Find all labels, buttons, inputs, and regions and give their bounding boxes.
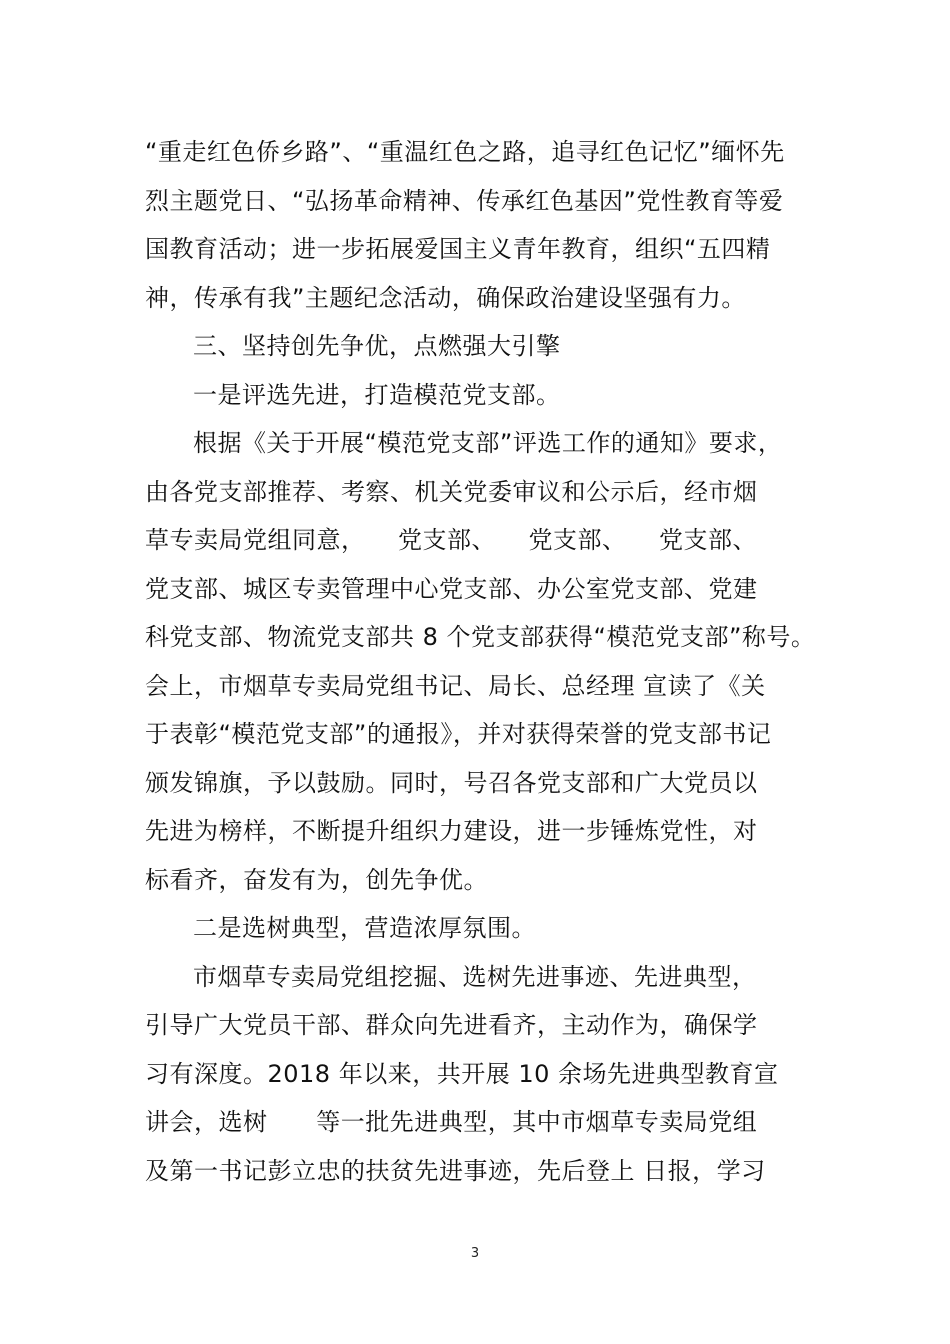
text-line: 标看齐，奋发有为，创先争优。	[145, 865, 488, 894]
text-line: 及第一书记彭立忠的扶贫先进事迹，先后登上 日报，学习	[145, 1156, 766, 1185]
section-heading: 三、坚持创先争优，点燃强大引擎	[193, 332, 561, 360]
text-line: 引导广大党员干部、群众向先进看齐，主动作为，确保学	[145, 1011, 758, 1039]
subsection-heading: 二是选树典型，营造浓厚氛围。	[193, 914, 536, 942]
text-line: 颁发锦旗，予以鼓励。同时，号召各党支部和广大党员以	[145, 768, 758, 797]
text-line: 草专卖局党组同意， 党支部、 党支部、 党支部、	[145, 526, 758, 554]
subsection-heading: 一是评选先进，打造模范党支部。	[193, 380, 561, 409]
text-line: “重走红色侨乡路”、“重温红色之路，追寻红色记忆”缅怀先	[145, 138, 785, 166]
text-line: 党支部、城区专卖管理中心党支部、办公室党支部、党建	[145, 574, 758, 603]
text-line: 习有深度。2018 年以来，共开展 10 余场先进典型教育宣	[145, 1059, 779, 1088]
text-line: 先进为榜样，不断提升组织力建设，进一步锤炼党性，对	[145, 817, 758, 845]
page-number: 3	[470, 1246, 480, 1261]
text-line: 国教育活动；进一步拓展爱国主义青年教育，组织“五四精	[145, 235, 771, 263]
text-line: 神，传承有我”主题纪念活动，确保政治建设坚强有力。	[145, 283, 746, 312]
text-line: 于表彰“模范党支部”的通报》，并对获得荣誉的党支部书记	[145, 720, 772, 748]
text-line: 烈主题党日、“弘扬革命精神、传承红色基因”党性教育等爱	[145, 186, 784, 215]
text-line: 由各党支部推荐、考察、机关党委审议和公示后，经市烟	[145, 477, 758, 506]
body-text	[145, 128, 825, 1195]
text-line: 会上，市烟草专卖局党组书记、局长、总经理 宣读了《关	[145, 671, 766, 700]
text-line: 根据《关于开展“模范党支部”评选工作的通知》要求，	[193, 429, 783, 457]
text-line: 市烟草专卖局党组挖掘、选树先进事迹、先进典型，	[193, 962, 757, 991]
text-line: 科党支部、物流党支部共 8 个党支部获得“模范党支部”称号。	[145, 623, 816, 651]
text-line: 讲会，选树 等一批先进典型，其中市烟草专卖局党组	[145, 1108, 758, 1136]
